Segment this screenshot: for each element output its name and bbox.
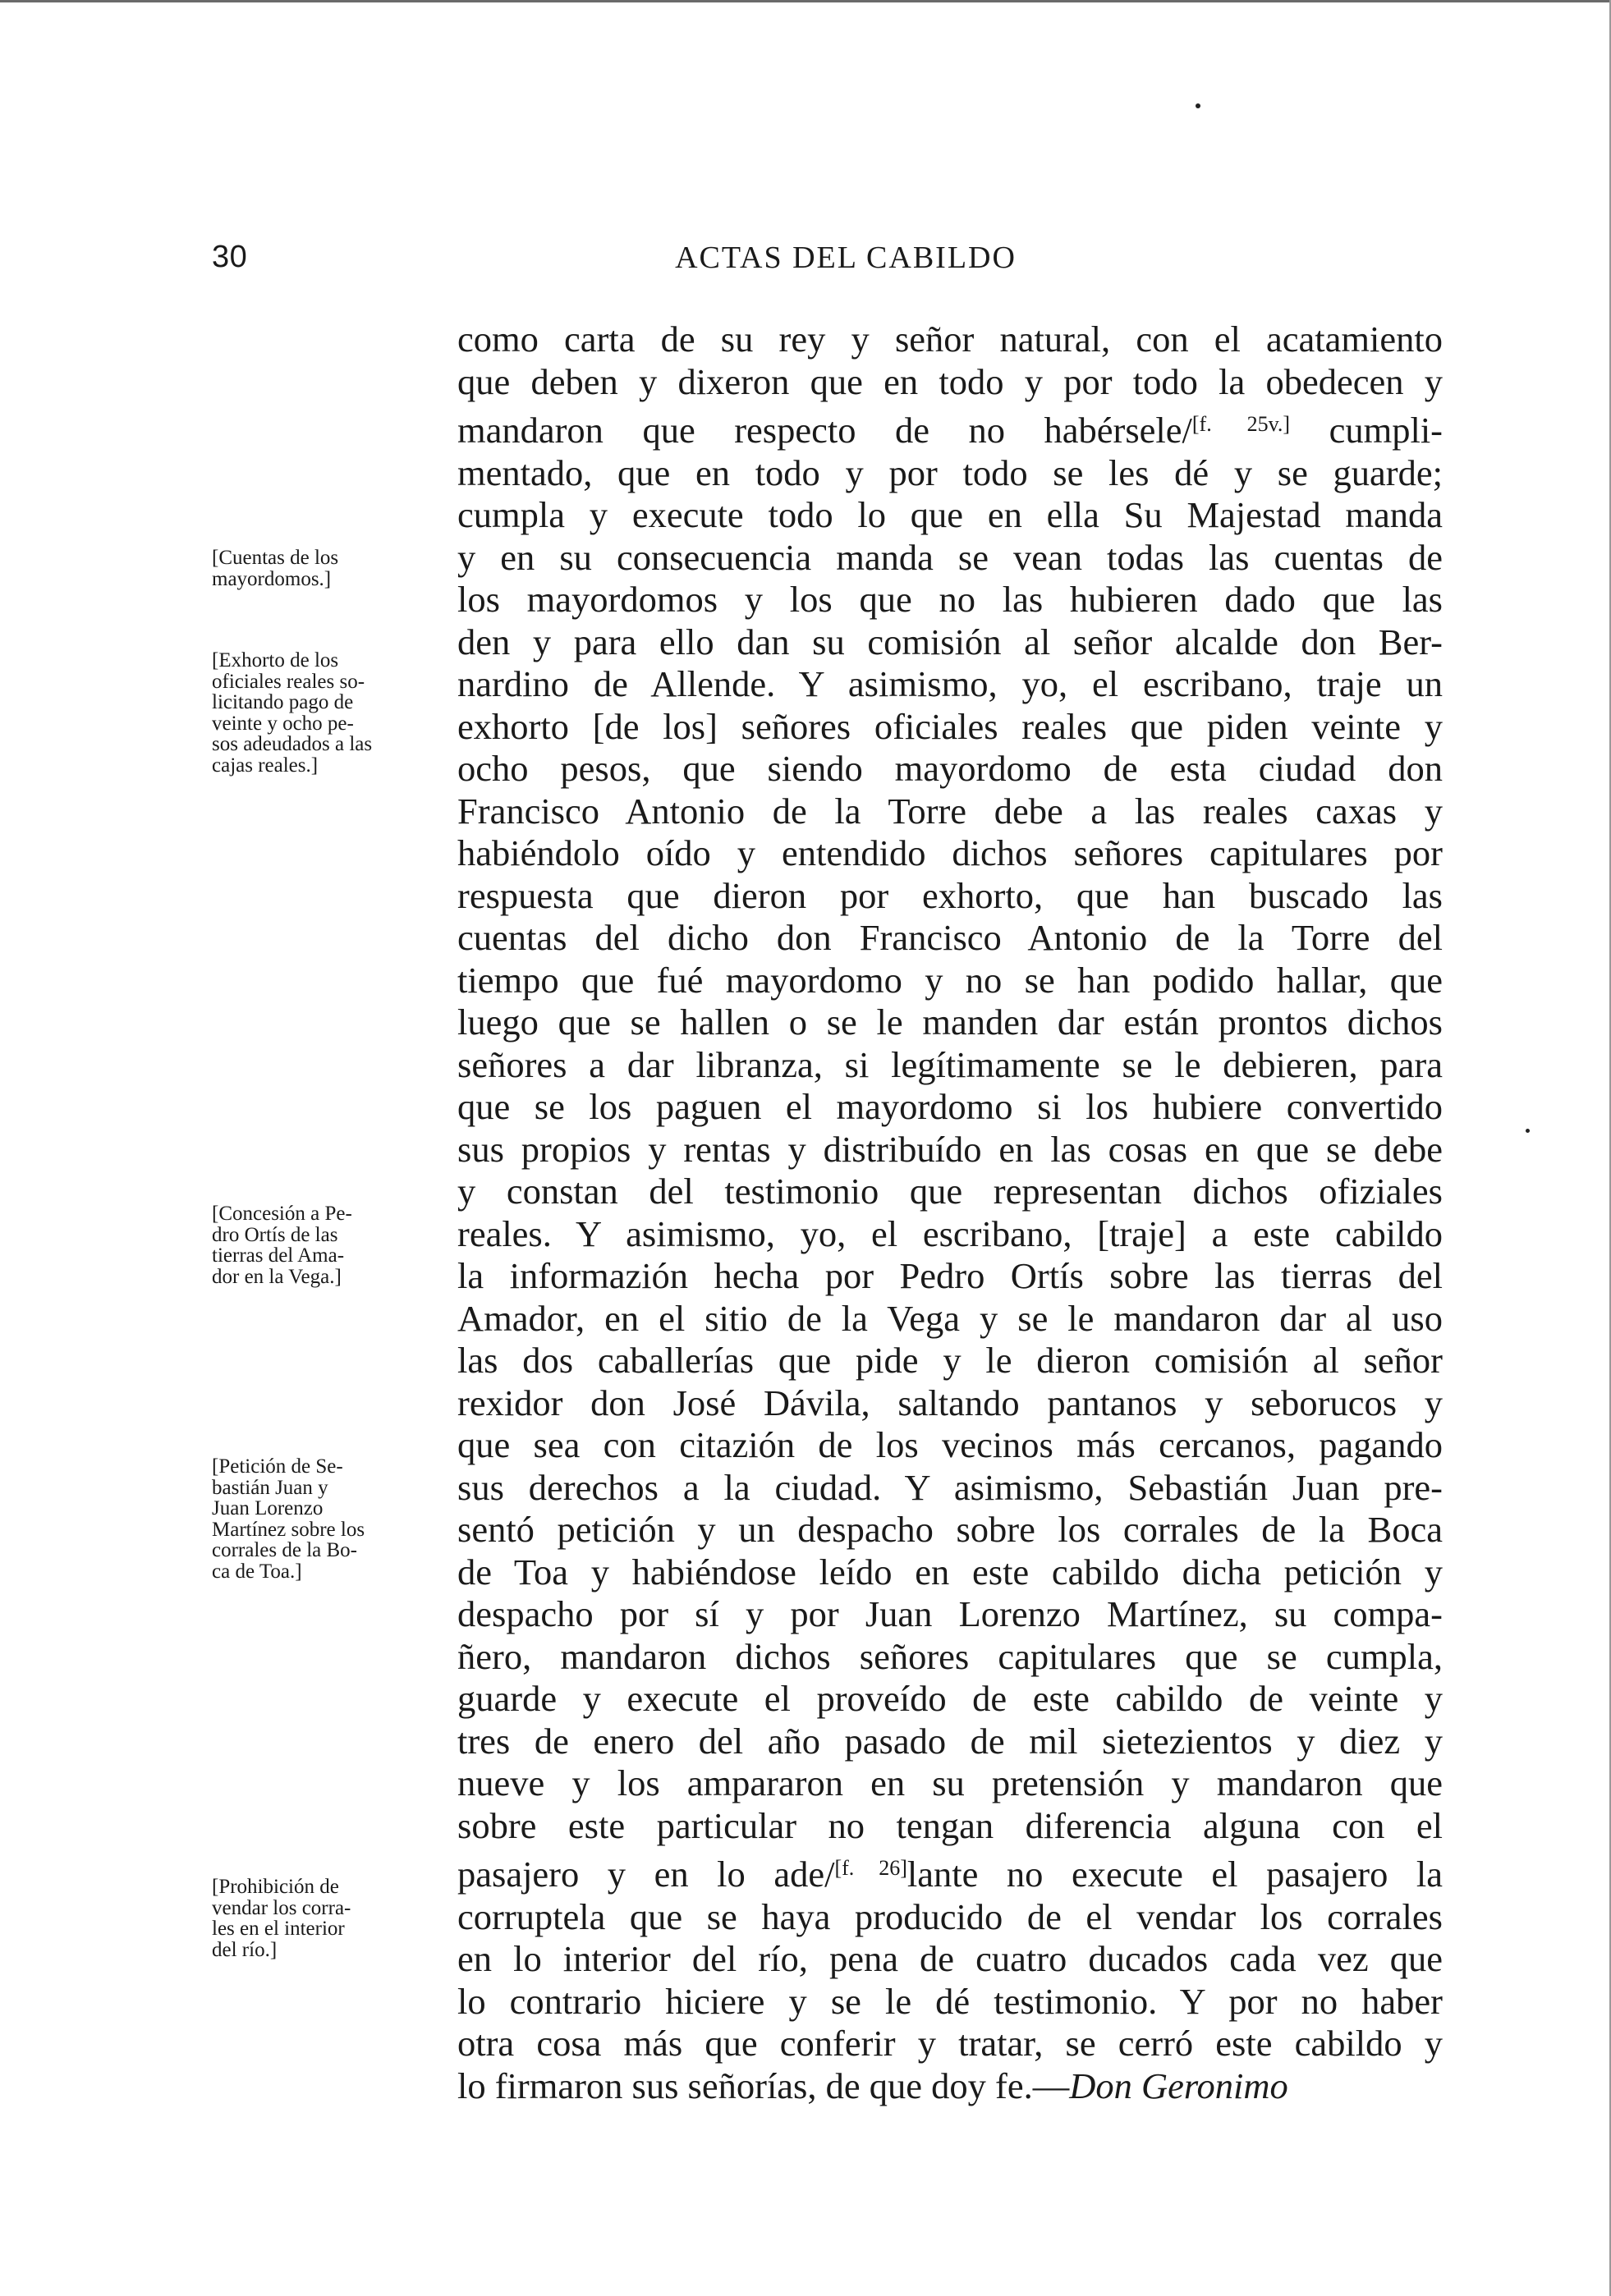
text-line: luego que se hallen o se le manden dar están prontos dichos [457, 1001, 1443, 1043]
text-line: sobre este particular no tengan diferencia alguna con el [457, 1804, 1443, 1846]
margin-note-concesion: [Concesión a Pe- dro Ortís de las tierras del Ama- dor en la Vega.] [212, 1203, 352, 1288]
signature-name: Don Geronimo [1069, 2065, 1288, 2106]
body-text [457, 319, 1443, 2107]
text-line: y en su consecuencia manda se vean todas las cuentas de [457, 536, 1443, 578]
text-line: Francisco Antonio de la Torre debe a las reales caxas y [457, 790, 1443, 832]
text-line: nardino de Allende. Y asimismo, yo, el escribano, traje un [457, 663, 1443, 704]
text-line: rexidor don José Dávila, saltando pantanos y seborucos y [457, 1382, 1443, 1423]
text-line: que deben y dixeron que en todo y por todo la obedecen y [457, 360, 1443, 402]
text-line: la informazión hecha por Pedro Ortís sobre las tierras del [457, 1255, 1443, 1296]
text-line: reales. Y asimismo, yo, el escribano, [traje] a este cabildo [457, 1212, 1443, 1254]
text-line: sentó petición y un despacho sobre los corrales de la Boca [457, 1509, 1443, 1550]
page-number: 30 [212, 240, 248, 274]
text-line: mentado, que en todo y por todo se les dé y se guarde; [457, 451, 1443, 493]
text-line: como carta de su rey y señor natural, con el acatamiento [457, 319, 1443, 360]
text-line: las dos caballerías que pide y le dieron comisión al señor [457, 1340, 1443, 1381]
top-scan-rule [0, 0, 1611, 2]
text-line: tres de enero del año pasado de mil sietezientos y diez y [457, 1720, 1443, 1762]
text-line: habiéndolo oído y entendido dichos señores capitulares por [457, 832, 1443, 873]
running-head: ACTAS DEL CABILDO [675, 241, 1017, 275]
text-line: cuentas del dicho don Francisco Antonio de la Torre del [457, 917, 1443, 958]
text-line-closing [457, 2065, 1443, 2108]
text-line: que se los paguen el mayordomo si los hubiere convertido [457, 1086, 1443, 1127]
text-line: otra cosa más que conferir y tratar, se cerró este cabildo y [457, 2023, 1443, 2064]
text-line-folio-25v [457, 403, 1443, 452]
text-line: de Toa y habiéndose leído en este cabildo dicha petición y [457, 1551, 1443, 1593]
text-fragment: lante no execute el pasajero la [906, 1854, 1443, 1895]
margin-note-exhorto: [Exhorto de los oficiales reales so- licitando pago de veinte y ocho pe- sos adeudados a las cajas reales.] [212, 649, 373, 777]
text-fragment: lo firmaron sus señorías, de que doy fe.— [457, 2065, 1070, 2106]
text-fragment: mandaron que respecto de no habérsele/ [457, 410, 1192, 451]
margin-note-peticion: [Petición de Se- bastián Juan y Juan Lorenzo Martínez sobre los corrales de la Bo- ca de Toa.] [212, 1455, 365, 1583]
text-line: Amador, en el sitio de la Vega y se le mandaron dar al uso [457, 1297, 1443, 1339]
text-line: tiempo que fué mayordomo y no se han podido hallar, que [457, 959, 1443, 1001]
text-line: corruptela que se haya producido de el vendar los corrales [457, 1895, 1443, 1937]
text-fragment: pasajero y en lo ade/ [457, 1854, 835, 1895]
text-fragment: cumpli- [1290, 410, 1443, 451]
folio-marker: [f. 25v.] [1191, 412, 1291, 436]
text-line: ocho pesos, que siendo mayordomo de esta ciudad don [457, 748, 1443, 789]
text-line: exhorto [de los] señores oficiales reales que piden veinte y [457, 705, 1443, 747]
text-line: nueve y los ampararon en su pretensión y mandaron que [457, 1762, 1443, 1803]
scan-speck [1526, 1129, 1530, 1133]
scan-speck [1196, 103, 1200, 108]
text-line-folio-26 [457, 1847, 1443, 1896]
text-line: ñero, mandaron dichos señores capitulares que se cumpla, [457, 1635, 1443, 1677]
text-line: sus propios y rentas y distribuído en las cosas en que se debe [457, 1128, 1443, 1170]
text-line: los mayordomos y los que no las hubieren dado que las [457, 579, 1443, 620]
text-line: sus derechos a la ciudad. Y asimismo, Sebastián Juan pre- [457, 1466, 1443, 1508]
text-line: y constan del testimonio que representan dichos ofiziales [457, 1171, 1443, 1212]
text-line: den y para ello dan su comisión al señor alcalde don Ber- [457, 621, 1443, 662]
text-line: guarde y execute el proveído de este cabildo de veinte y [457, 1678, 1443, 1719]
text-line: que sea con citazión de los vecinos más cercanos, pagando [457, 1424, 1443, 1465]
margin-note-cuentas: [Cuentas de los mayordomos.] [212, 547, 339, 590]
text-line: señores a dar libranza, si legítimamente se le debieren, para [457, 1043, 1443, 1085]
text-line: cumpla y execute todo lo que en ella Su Majestad manda [457, 494, 1443, 535]
folio-marker: [f. 26] [834, 1856, 907, 1880]
margin-note-prohibicion: [Prohibición de vendar los corra- les en el interior del río.] [212, 1876, 351, 1961]
text-line: en lo interior del río, pena de cuatro ducados cada vez que [457, 1938, 1443, 1979]
text-line: despacho por sí y por Juan Lorenzo Martínez, su compa- [457, 1593, 1443, 1634]
text-line: lo contrario hiciere y se le dé testimonio. Y por no haber [457, 1980, 1443, 2022]
text-line: respuesta que dieron por exhorto, que han buscado las [457, 874, 1443, 916]
